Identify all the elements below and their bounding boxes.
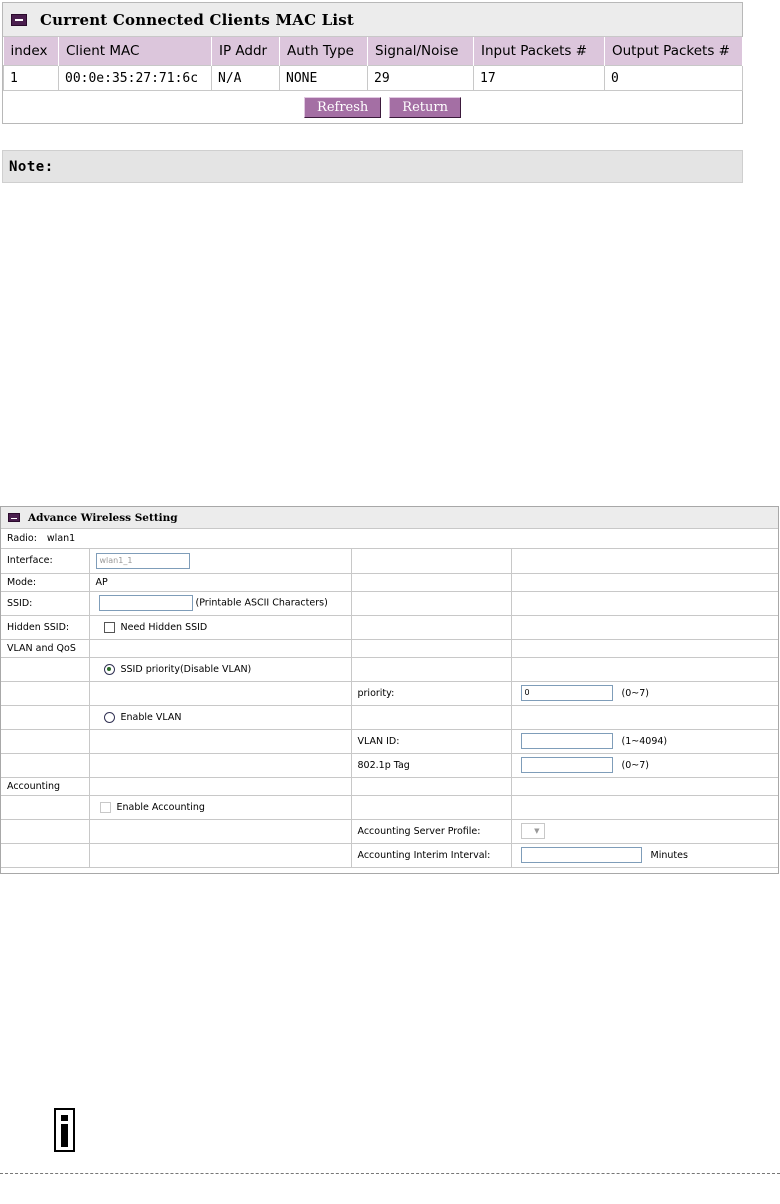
column-header-ip-addr: IP Addr bbox=[212, 37, 280, 66]
vlan-id-label: VLAN ID: bbox=[351, 729, 511, 753]
column-header-index: index bbox=[4, 37, 59, 66]
acct-profile-row bbox=[1, 819, 778, 843]
radio-row bbox=[1, 529, 778, 549]
tag-row bbox=[1, 753, 778, 777]
interface-input: wlan1_1 bbox=[96, 553, 190, 569]
priority-row bbox=[1, 681, 778, 705]
clients-mac-list-panel bbox=[2, 2, 743, 124]
acct-interval-cell bbox=[511, 843, 778, 867]
column-header-auth-type: Auth Type bbox=[280, 37, 368, 66]
mode-row bbox=[1, 573, 778, 591]
accounting-label: Accounting bbox=[1, 777, 89, 795]
interface-cell bbox=[89, 549, 351, 573]
cell-client-mac: 00:0e:35:27:71:6c bbox=[59, 66, 212, 91]
vlan-id-cell bbox=[511, 729, 778, 753]
page-divider bbox=[0, 1173, 780, 1174]
panel-header bbox=[3, 3, 742, 37]
ssid-label: SSID: bbox=[1, 591, 89, 615]
interface-label: Interface: bbox=[1, 549, 89, 573]
column-header-signal-noise: Signal/Noise bbox=[368, 37, 474, 66]
ssid-priority-radio[interactable] bbox=[104, 664, 115, 675]
mode-value: AP bbox=[89, 573, 351, 591]
note-bar bbox=[2, 150, 743, 183]
refresh-button[interactable]: Refresh bbox=[304, 97, 381, 118]
enable-vlan-radio[interactable] bbox=[104, 712, 115, 723]
hidden-ssid-cell bbox=[89, 615, 351, 639]
enable-accounting-row bbox=[1, 795, 778, 819]
info-icon bbox=[54, 1108, 75, 1152]
column-header-client-mac: Client MAC bbox=[59, 37, 212, 66]
vlan-id-range: (1~4094) bbox=[621, 735, 668, 747]
hidden-ssid-option: Need Hidden SSID bbox=[120, 621, 208, 633]
mac-list-table bbox=[3, 37, 743, 91]
vlan-id-row bbox=[1, 729, 778, 753]
panel-arrow-icon bbox=[11, 14, 27, 26]
vlan-id-input[interactable] bbox=[521, 733, 613, 749]
tag-input[interactable] bbox=[521, 757, 613, 773]
hidden-ssid-checkbox[interactable] bbox=[104, 622, 115, 633]
cell-signal-noise: 29 bbox=[368, 66, 474, 91]
ssid-priority-cell bbox=[89, 657, 351, 681]
tag-cell bbox=[511, 753, 778, 777]
priority-cell bbox=[511, 681, 778, 705]
cell-input-packets: 17 bbox=[474, 66, 605, 91]
acct-profile-label: Accounting Server Profile: bbox=[351, 819, 511, 843]
vlan-qos-label: VLAN and QoS bbox=[1, 639, 89, 657]
ssid-input[interactable] bbox=[99, 595, 193, 611]
radio-value: wlan1 bbox=[46, 533, 76, 544]
ssid-cell bbox=[89, 591, 351, 615]
priority-label: priority: bbox=[351, 681, 511, 705]
mode-label: Mode: bbox=[1, 573, 89, 591]
hidden-ssid-label: Hidden SSID: bbox=[1, 615, 89, 639]
enable-vlan-option: Enable VLAN bbox=[120, 711, 182, 723]
table-header-row bbox=[4, 37, 743, 66]
advance-wireless-setting-panel bbox=[0, 506, 779, 874]
ssid-row bbox=[1, 591, 778, 615]
column-header-output-packets: Output Packets # bbox=[605, 37, 743, 66]
acct-interval-row bbox=[1, 843, 778, 867]
column-header-input-packets: Input Packets # bbox=[474, 37, 605, 66]
enable-accounting-cell bbox=[89, 795, 351, 819]
priority-range: (0~7) bbox=[621, 687, 649, 699]
acct-profile-select[interactable] bbox=[521, 823, 545, 839]
panel-arrow-icon bbox=[8, 513, 20, 522]
accounting-row bbox=[1, 777, 778, 795]
note-label: Note: bbox=[9, 158, 54, 175]
return-button[interactable]: Return bbox=[389, 97, 461, 118]
acct-interval-unit: Minutes bbox=[650, 849, 688, 861]
vlan-qos-row bbox=[1, 639, 778, 657]
settings-table bbox=[1, 549, 778, 868]
interface-row bbox=[1, 549, 778, 573]
radio-label: Radio: bbox=[7, 533, 37, 544]
enable-accounting-option: Enable Accounting bbox=[116, 801, 205, 813]
acct-interval-label: Accounting Interim Interval: bbox=[351, 843, 511, 867]
panel-title: Current Connected Clients MAC List bbox=[40, 10, 355, 29]
table-row bbox=[4, 66, 743, 91]
hidden-ssid-row bbox=[1, 615, 778, 639]
cell-output-packets: 0 bbox=[605, 66, 743, 91]
enable-accounting-checkbox[interactable] bbox=[100, 802, 111, 813]
cell-auth-type: NONE bbox=[280, 66, 368, 91]
cell-index: 1 bbox=[4, 66, 59, 91]
chevron-down-icon: ▼ bbox=[534, 827, 540, 835]
enable-vlan-cell bbox=[89, 705, 351, 729]
panel-title: Advance Wireless Setting bbox=[28, 511, 178, 524]
tag-range: (0~7) bbox=[621, 759, 649, 771]
button-row bbox=[3, 91, 742, 123]
enable-vlan-row bbox=[1, 705, 778, 729]
tag-label: 802.1p Tag bbox=[351, 753, 511, 777]
ssid-priority-row bbox=[1, 657, 778, 681]
priority-input[interactable]: 0 bbox=[521, 685, 613, 701]
ssid-priority-option: SSID priority(Disable VLAN) bbox=[120, 663, 252, 675]
panel-header bbox=[1, 507, 778, 529]
acct-profile-cell bbox=[511, 819, 778, 843]
cell-ip-addr: N/A bbox=[212, 66, 280, 91]
acct-interval-input[interactable] bbox=[521, 847, 642, 863]
ssid-hint: (Printable ASCII Characters) bbox=[195, 597, 328, 609]
